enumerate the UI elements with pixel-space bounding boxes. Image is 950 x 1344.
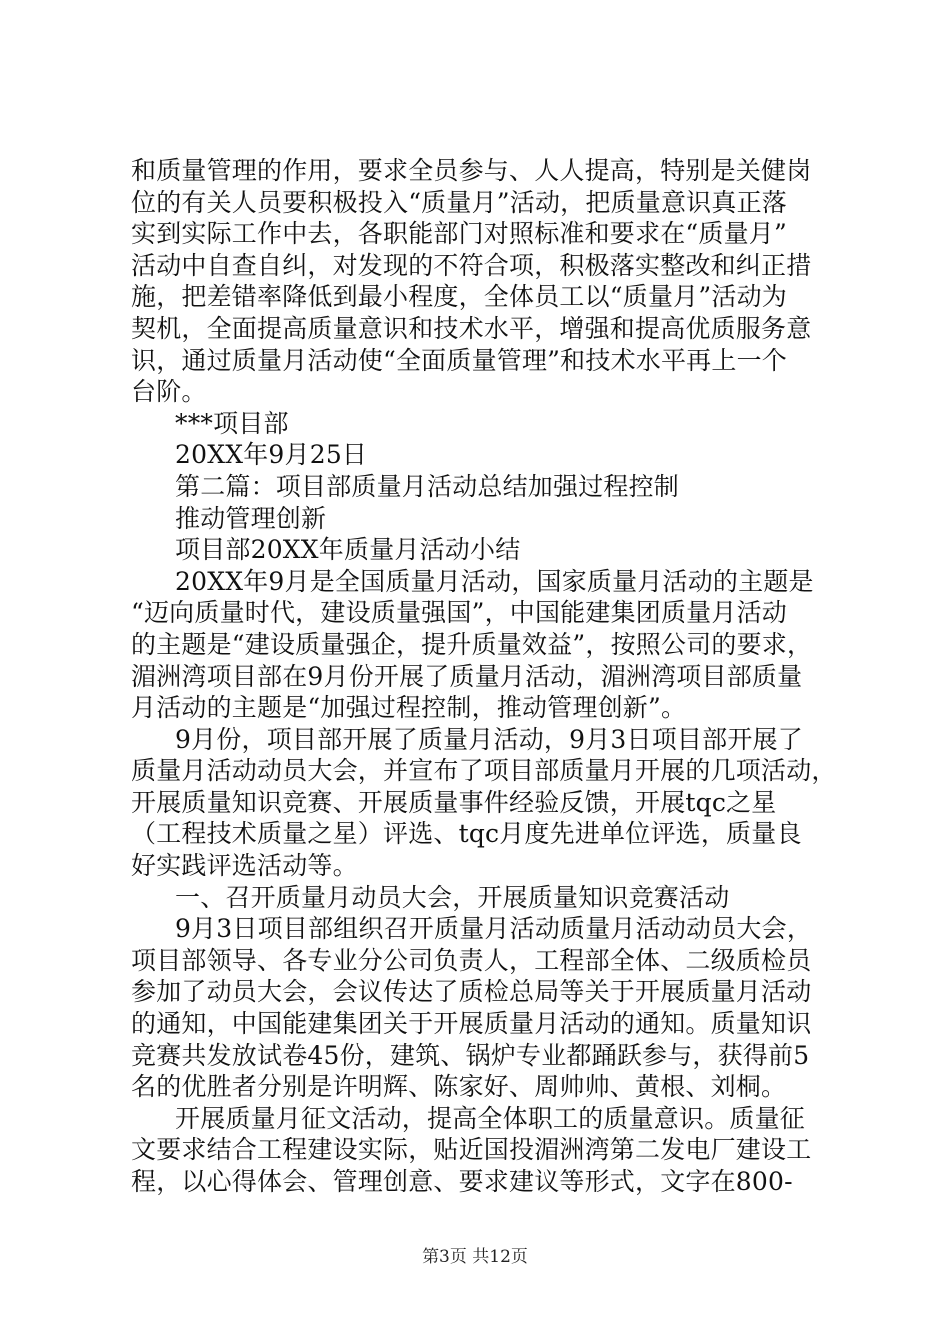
text-line: 好实践评选活动等。 bbox=[131, 851, 358, 881]
text-line: 开展质量月征文活动，提高全体职工的质量意识。质量征 bbox=[175, 1103, 806, 1133]
text-line: 程，以心得体会、管理创意、要求建议等形式，文字在800- bbox=[131, 1167, 793, 1196]
text-line: （工程技术质量之星）评选、tqc月度先进单位评选，质量良 bbox=[131, 819, 802, 849]
text-line: 20XX年9月是全国质量月活动，国家质量月活动的主题是 bbox=[175, 566, 814, 596]
text-line: 第二篇：项目部质量月活动总结加强过程控制 bbox=[175, 471, 680, 501]
text-line: 一、召开质量月动员大会，开展质量知识竞赛活动 bbox=[175, 882, 730, 912]
text-line: 湄洲湾项目部在9月份开展了质量月活动，湄洲湾项目部质量 bbox=[131, 661, 803, 691]
text-line: 月活动的主题是“加强过程控制，推动管理创新”。 bbox=[131, 693, 687, 723]
document-body bbox=[131, 155, 835, 1198]
text-line: 识，通过质量月活动使“全面质量管理”和技术水平再上一个 bbox=[131, 345, 787, 375]
text-line: 参加了动员大会，会议传达了质检总局等关于开展质量月活动 bbox=[131, 977, 812, 1007]
text-line: 9月份，项目部开展了质量月活动，9月3日项目部开展了 bbox=[175, 724, 803, 754]
page-footer: 第3页 共12页 bbox=[422, 1247, 528, 1267]
text-line: 实到实际工作中去，各职能部门对照标准和要求在“质量月” bbox=[131, 219, 787, 249]
text-line: 9月3日项目部组织召开质量月活动质量月活动动员大会， bbox=[175, 914, 813, 944]
text-line: 台阶。 bbox=[131, 377, 207, 407]
text-line: 文要求结合工程建设实际，贴近国投湄洲湾第二发电厂建设工 bbox=[131, 1135, 812, 1165]
text-line: 施，把差错率降低到最小程度，全体员工以“质量月”活动为 bbox=[131, 282, 787, 312]
text-line: 活动中自查自纠，对发现的不符合项，积极落实整改和纠正措 bbox=[131, 250, 812, 280]
text-line: 20XX年9月25日 bbox=[175, 440, 368, 470]
text-line: 质量月活动动员大会，并宣布了项目部质量月开展的几项活动， bbox=[131, 756, 837, 786]
text-line: 的通知，中国能建集团关于开展质量月活动的通知。质量知识 bbox=[131, 1009, 812, 1039]
text-line: 契机，全面提高质量意识和技术水平，增强和提高优质服务意 bbox=[131, 313, 812, 343]
text-line: 的主题是“建设质量强企，提升质量效益”，按照公司的要求， bbox=[131, 629, 813, 659]
text-line: 项目部领导、各专业分公司负责人，工程部全体、二级质检员 bbox=[131, 945, 812, 975]
text-line: 竞赛共发放试卷45份，建筑、锅炉专业都踊跃参与，获得前5 bbox=[131, 1040, 810, 1070]
text-line: 名的优胜者分别是许明辉、陈家好、周帅帅、黄根、刘桐。 bbox=[131, 1072, 787, 1102]
text-line: 项目部20XX年质量月活动小结 bbox=[175, 535, 521, 565]
text-line: 推动管理创新 bbox=[175, 503, 327, 533]
text-line: 位的有关人员要积极投入“质量月”活动，把质量意识真正落 bbox=[131, 187, 787, 217]
text-line: ***项目部 bbox=[175, 408, 289, 438]
text-line: 和质量管理的作用，要求全员参与、人人提高，特别是关健岗 bbox=[131, 156, 812, 185]
text-line: “迈向质量时代，建设质量强国”，中国能建集团质量月活动 bbox=[131, 598, 787, 628]
text-line: 开展质量知识竞赛、开展质量事件经验反馈，开展tqc之星 bbox=[131, 787, 777, 817]
